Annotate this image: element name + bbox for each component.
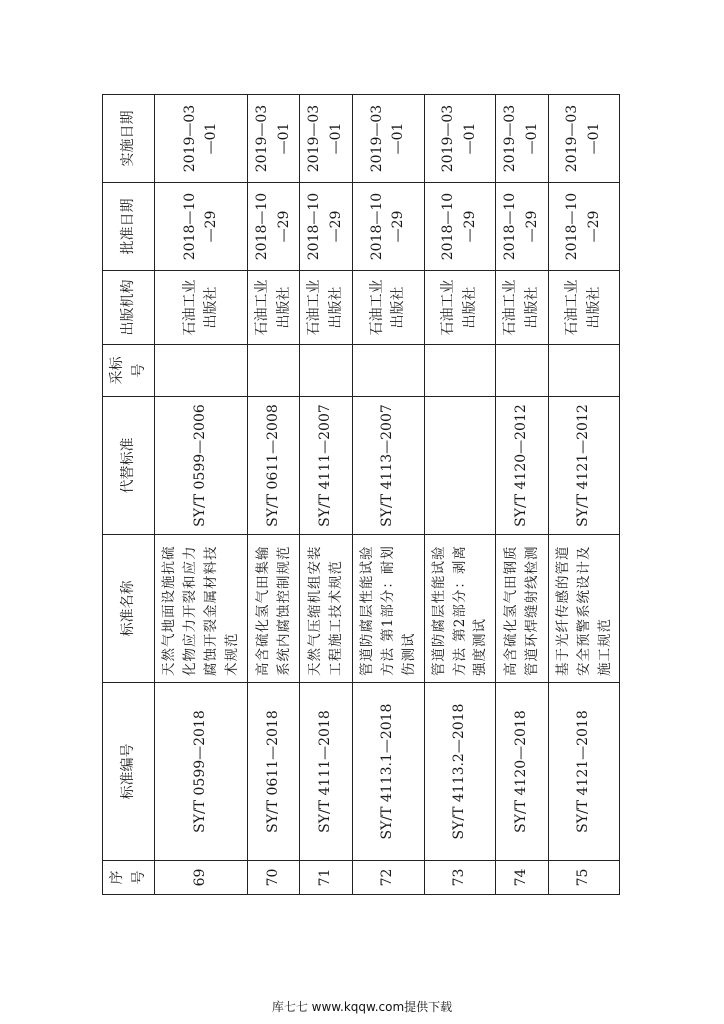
cell-name: 高含硫化氢气田集输系统内腐蚀控制规范: [248, 535, 300, 683]
header-replaced: 代替标准: [103, 397, 155, 535]
cell-approved: 2018—10—29: [352, 183, 424, 271]
header-name: 标准名称: [103, 535, 155, 683]
cell-publisher: 石油工业出版社: [548, 271, 620, 345]
cell-code: SY/T 4121—2018: [548, 683, 620, 861]
table-row: [155, 95, 248, 895]
header-no: 序号: [103, 861, 155, 895]
cell-implemented: 2019—03—01: [300, 95, 352, 183]
cell-adopted: [248, 345, 300, 397]
download-source-footer: 库七七 www.kqqw.com提供下载: [271, 1000, 453, 1014]
cell-name: 管道防腐层性能试验方法 第2部分：剥离强度测试: [424, 535, 496, 683]
cell-no: 72: [352, 861, 424, 895]
header-implemented: 实施日期: [103, 95, 155, 183]
cell-approved: 2018—10—29: [300, 183, 352, 271]
cell-name: 基于光纤传感的管道安全预警系统设计及施工规范: [548, 535, 620, 683]
cell-name: 天然气地面设施抗硫化物应力开裂和应力腐蚀开裂金属材料技术规范: [155, 535, 248, 683]
header-code: 标准编号: [103, 683, 155, 861]
cell-name: 管道防腐层性能试验方法 第1部分：耐划伤测试: [352, 535, 424, 683]
cell-publisher: 石油工业出版社: [424, 271, 496, 345]
table-row: [548, 95, 620, 895]
cell-replaced: SY/T 0599—2006: [155, 397, 248, 535]
cell-publisher: 石油工业出版社: [352, 271, 424, 345]
header-publisher: 出版机构: [103, 271, 155, 345]
cell-publisher: 石油工业出版社: [248, 271, 300, 345]
cell-approved: 2018—10—29: [155, 183, 248, 271]
table-header-row: [103, 95, 155, 895]
cell-no: 70: [248, 861, 300, 895]
cell-replaced: SY/T 4120—2012: [496, 397, 548, 535]
cell-approved: 2018—10—29: [424, 183, 496, 271]
cell-implemented: 2019—03—01: [496, 95, 548, 183]
cell-implemented: 2019—03—01: [424, 95, 496, 183]
cell-no: 74: [496, 861, 548, 895]
cell-no: 69: [155, 861, 248, 895]
cell-publisher: 石油工业出版社: [496, 271, 548, 345]
cell-implemented: 2019—03—01: [155, 95, 248, 183]
header-adopted: 采标号: [103, 345, 155, 397]
cell-publisher: 石油工业出版社: [300, 271, 352, 345]
cell-replaced: SY/T 4111—2007: [300, 397, 352, 535]
cell-code: SY/T 0611—2018: [248, 683, 300, 861]
standards-table: [102, 94, 620, 895]
rotated-table-wrapper: [102, 95, 613, 895]
cell-adopted: [424, 345, 496, 397]
table-row: [248, 95, 300, 895]
cell-adopted: [548, 345, 620, 397]
cell-approved: 2018—10—29: [496, 183, 548, 271]
cell-replaced: SY/T 4113—2007: [352, 397, 424, 535]
cell-replaced: SY/T 0611—2008: [248, 397, 300, 535]
cell-name: 天然气压缩机组安装工程施工技术规范: [300, 535, 352, 683]
cell-code: SY/T 4113.1—2018: [352, 683, 424, 861]
cell-approved: 2018—10—29: [548, 183, 620, 271]
cell-approved: 2018—10—29: [248, 183, 300, 271]
cell-adopted: [155, 345, 248, 397]
cell-code: SY/T 4113.2—2018: [424, 683, 496, 861]
cell-replaced: SY/T 4121—2012: [548, 397, 620, 535]
table-row: [352, 95, 424, 895]
cell-implemented: 2019—03—01: [248, 95, 300, 183]
table-row: [300, 95, 352, 895]
cell-name: 高含硫化氢气田钢质管道环焊缝射线检测: [496, 535, 548, 683]
cell-publisher: 石油工业出版社: [155, 271, 248, 345]
cell-replaced: [424, 397, 496, 535]
cell-no: 73: [424, 861, 496, 895]
table-row: [424, 95, 496, 895]
cell-implemented: 2019—03—01: [548, 95, 620, 183]
standards-table-page: [102, 95, 724, 887]
cell-adopted: [300, 345, 352, 397]
header-approved: 批准日期: [103, 183, 155, 271]
cell-implemented: 2019—03—01: [352, 95, 424, 183]
cell-adopted: [496, 345, 548, 397]
cell-no: 71: [300, 861, 352, 895]
cell-code: SY/T 4111—2018: [300, 683, 352, 861]
cell-code: SY/T 0599—2018: [155, 683, 248, 861]
table-row: [496, 95, 548, 895]
cell-no: 75: [548, 861, 620, 895]
cell-code: SY/T 4120—2018: [496, 683, 548, 861]
cell-adopted: [352, 345, 424, 397]
